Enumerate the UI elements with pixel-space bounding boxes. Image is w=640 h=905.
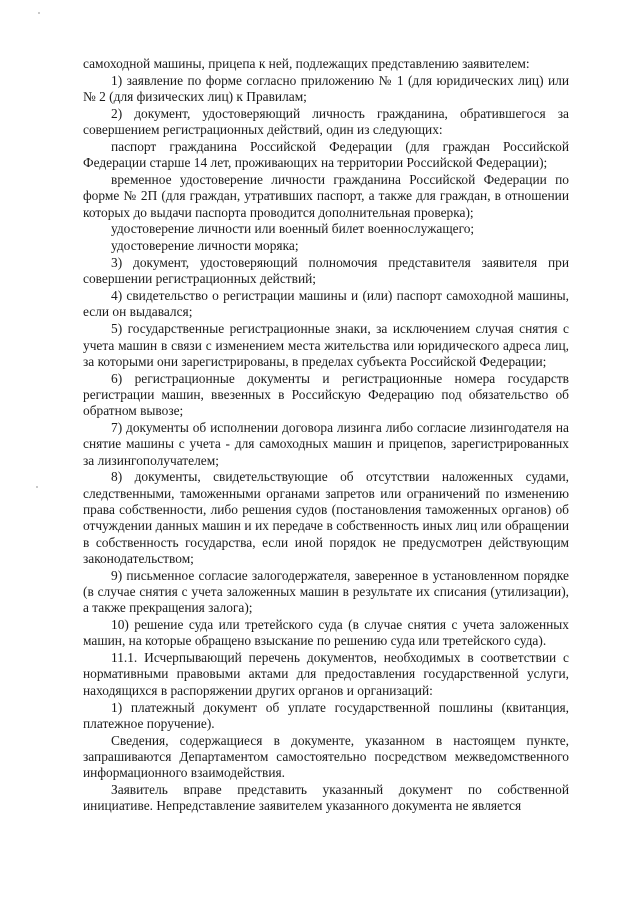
paragraph-item-4: 4) свидетельство о регистрации машины и (или) паспорт самоходной машины, если он выдавался; [83, 288, 569, 320]
scan-speck [38, 12, 40, 14]
paragraph-item-5: 5) государственные регистрационные знаки, за исключением случая снятия с учета машин в связи с изменением места жительства или юридического адреса лиц, за которыми они зарегистрированы, в пределах субъекта Российской Федерации; [83, 321, 569, 369]
paragraph-item-8: 8) документы, свидетельствующие об отсутствии наложенных судами, следственными, таможенными органами запретов или ограничений по изменению права собственности, либо решения судов (постановления таможенных органов) об отчуждении данных машин и их передаче в собственность иных лиц или обращении в собственность государства, если иной порядок не предусмотрен действующим законодательством; [83, 469, 569, 566]
paragraph-continuation: самоходной машины, прицепа к ней, подлежащих представлению заявителем: [83, 56, 530, 71]
paragraph-item-10: 10) решение суда или третейского суда (в случае снятия с учета заложенных машин, на которые обращено взыскание по решению суда или третейского суда). [83, 617, 569, 649]
paragraph-applicant-right: Заявитель вправе представить указанный документ по собственной инициативе. Непредставление заявителем указанного документа не является [83, 782, 569, 814]
paragraph-passport: паспорт гражданина Российской Федерации (для граждан Российской Федерации старше 14 лет, проживающих на территории Российской Федерации); [83, 138, 569, 171]
paragraph-military-id: удостоверение личности или военный билет военнослужащего; [111, 221, 475, 237]
paragraph-item-9: 9) письменное согласие залогодержателя, заверенное в установленном порядке (в случае снятия с учета заложенных машин в результате их списания (утилизации), а также прекращения залога); [83, 567, 569, 616]
paragraph-payment-document: 1) платежный документ об уплате государственной пошлины (квитанция, платежное поручение). [83, 699, 569, 731]
paragraph-item-7: 7) документы об исполнении договора лизинга либо согласие лизингодателя на снятие машины с учета - для самоходных машин и прицепов, зарегистрированных за лизингополучателем; [83, 420, 569, 468]
paragraph-seaman-id: удостоверение личности моряка; [111, 238, 299, 254]
paragraph-section-11-1: 11.1. Исчерпывающий перечень документов, необходимых в соответствии с нормативными правовыми актами для предоставления государственной услуги, находящихся в распоряжении других органов и организаций: [83, 650, 569, 698]
paragraph-item-2: 2) документ, удостоверяющий личность гражданина, обратившегося за совершением регистрационных действий, один из следующих: [83, 105, 569, 138]
scan-speck [36, 486, 38, 488]
paragraph-interagency-request: Сведения, содержащиеся в документе, указанном в настоящем пункте, запрашиваются Департаментом самостоятельно посредством межведомственного информационного взаимодействия. [83, 732, 569, 781]
paragraph-item-6: 6) регистрационные документы и регистрационные номера государств регистрации машин, ввезенных в Российскую Федерацию под обязательство об обратном вывозе; [83, 370, 569, 419]
document-text [83, 56, 569, 815]
paragraph-item-1: 1) заявление по форме согласно приложению № 1 (для юридических лиц) или № 2 (для физических лиц) к Правилам; [83, 72, 569, 105]
paragraph-temporary-id: временное удостоверение личности гражданина Российской Федерации по форме № 2П (для граждан, утративших паспорт, а также для граждан, в отношении которых до выдачи паспорта проводится дополнительная проверка); [83, 172, 569, 220]
paragraph-item-3: 3) документ, удостоверяющий полномочия представителя заявителя при совершении регистрационных действий; [83, 255, 569, 287]
